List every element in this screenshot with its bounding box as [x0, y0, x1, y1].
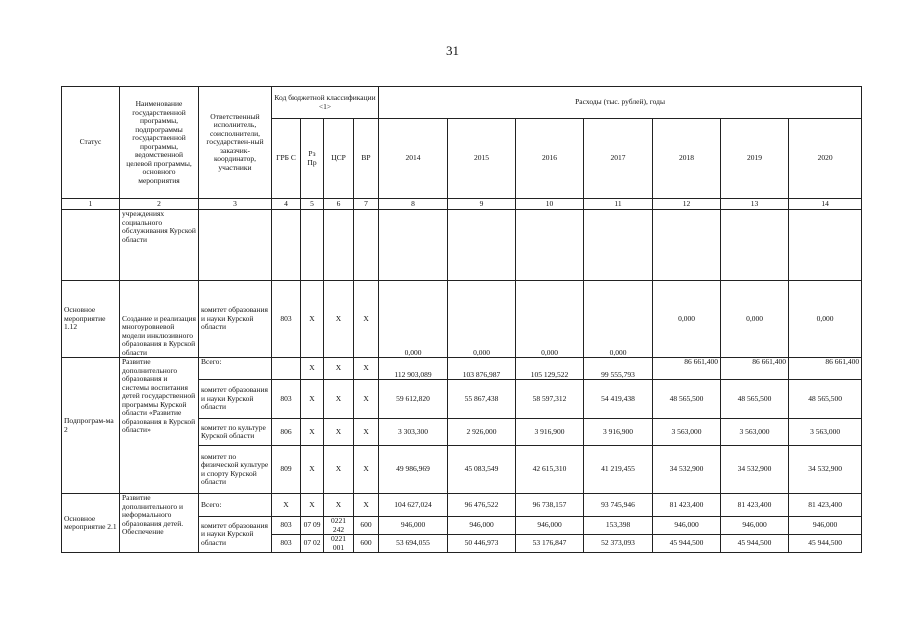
grbs-cell: 803 — [272, 517, 301, 535]
header-year: 2017 — [584, 119, 653, 199]
value-cell: 41 219,455 — [584, 446, 653, 494]
vr-cell: Х — [354, 281, 379, 358]
col-number: 11 — [584, 199, 653, 210]
grbs-cell: 806 — [272, 419, 301, 446]
rzpr-cell: Х — [301, 446, 324, 494]
budget-table — [61, 86, 862, 553]
row-status: Подпрограм-ма 2 — [62, 358, 120, 494]
vr-cell: 600 — [354, 535, 379, 553]
header-vr: ВР — [354, 119, 379, 199]
value-cell: 3 563,000 — [653, 419, 721, 446]
value-cell: 3 916,900 — [584, 419, 653, 446]
header-name: Наименование государственной программы, подпрограммы государственной программы, ведомственной целевой программы, основного мероприятия — [120, 87, 199, 199]
row-executor: комитет по физической культуре и спорту Курской области — [199, 446, 272, 494]
value-cell: 103 876,987 — [448, 358, 516, 380]
value-cell: 54 419,438 — [584, 380, 653, 419]
value-cell: 53 176,847 — [516, 535, 584, 553]
rzpr-cell: Х — [301, 358, 324, 380]
csr-cell: Х — [324, 419, 354, 446]
rzpr-cell: Х — [301, 281, 324, 358]
value-cell: 0,000 — [516, 281, 584, 358]
csr-cell: Х — [324, 446, 354, 494]
csr-cell: 0221 001 — [324, 535, 354, 553]
row-name: учреждениях социального обслуживания Курской области — [120, 210, 199, 281]
value-cell: 3 303,300 — [379, 419, 448, 446]
col-number: 6 — [324, 199, 354, 210]
header-year: 2018 — [653, 119, 721, 199]
row-executor: комитет образования и науки Курской области — [199, 281, 272, 358]
value-cell: 946,000 — [448, 517, 516, 535]
value-cell: 946,000 — [516, 517, 584, 535]
col-number: 7 — [354, 199, 379, 210]
table-row — [62, 358, 862, 380]
grbs-cell — [272, 358, 301, 380]
vr-cell: 600 — [354, 517, 379, 535]
col-number: 13 — [721, 199, 789, 210]
row-status: Основное мероприятие 2.1 — [62, 494, 120, 553]
value-cell: 946,000 — [721, 517, 789, 535]
value-cell: 3 916,900 — [516, 419, 584, 446]
header-expenses: Расходы (тыс. рублей), годы — [379, 87, 862, 119]
value-cell: 52 373,093 — [584, 535, 653, 553]
value-cell: 48 565,500 — [721, 380, 789, 419]
table-row — [62, 494, 862, 517]
value-cell: 45 083,549 — [448, 446, 516, 494]
value-cell: 81 423,400 — [789, 494, 862, 517]
rzpr-cell: 07 09 — [301, 517, 324, 535]
value-cell: 946,000 — [789, 517, 862, 535]
value-cell: 34 532,900 — [653, 446, 721, 494]
value-cell: 86 661,400 — [653, 358, 721, 380]
header-year: 2016 — [516, 119, 584, 199]
row-name: Развитие дополнительного и неформального образования детей. Обеспечение — [120, 494, 199, 553]
grbs-cell: 803 — [272, 281, 301, 358]
header-grbs: ГРБ С — [272, 119, 301, 199]
value-cell: 34 532,900 — [789, 446, 862, 494]
value-cell: 0,000 — [584, 281, 653, 358]
vr-cell: Х — [354, 419, 379, 446]
value-cell: 0,000 — [448, 281, 516, 358]
col-number: 8 — [379, 199, 448, 210]
col-number: 4 — [272, 199, 301, 210]
page-number: 31 — [446, 43, 459, 58]
value-cell: 112 903,089 — [379, 358, 448, 380]
grbs-cell: 803 — [272, 380, 301, 419]
value-cell: 48 565,500 — [789, 380, 862, 419]
value-cell: 96 476,522 — [448, 494, 516, 517]
csr-cell: Х — [324, 281, 354, 358]
value-cell: 86 661,400 — [721, 358, 789, 380]
value-cell: 99 555,793 — [584, 358, 653, 380]
value-cell: 0,000 — [721, 281, 789, 358]
rzpr-cell: Х — [301, 419, 324, 446]
col-number: 9 — [448, 199, 516, 210]
csr-cell: Х — [324, 494, 354, 517]
table-row — [62, 281, 862, 358]
value-cell: 48 565,500 — [653, 380, 721, 419]
value-cell: 0,000 — [653, 281, 721, 358]
row-executor: комитет по культуре Курской области — [199, 419, 272, 446]
value-cell: 55 867,438 — [448, 380, 516, 419]
header-executor: Ответственный исполнитель, соисполнители, государствен-ный заказчик-координатор, участники — [199, 87, 272, 199]
value-cell: 93 745,946 — [584, 494, 653, 517]
value-cell: 45 944,500 — [721, 535, 789, 553]
rzpr-cell: Х — [301, 380, 324, 419]
value-cell: 946,000 — [379, 517, 448, 535]
col-number: 1 — [62, 199, 120, 210]
csr-cell: 0221 242 — [324, 517, 354, 535]
value-cell: 86 661,400 — [789, 358, 862, 380]
value-cell: 50 446,973 — [448, 535, 516, 553]
value-cell: 3 563,000 — [789, 419, 862, 446]
value-cell: 946,000 — [653, 517, 721, 535]
header-year: 2019 — [721, 119, 789, 199]
col-number: 14 — [789, 199, 862, 210]
value-cell: 59 612,820 — [379, 380, 448, 419]
value-cell: 104 627,024 — [379, 494, 448, 517]
value-cell: 45 944,500 — [789, 535, 862, 553]
grbs-cell: 809 — [272, 446, 301, 494]
header-csr: ЦСР — [324, 119, 354, 199]
row-name: Создание и реализация многоуровневой модели инклюзивного образования в Курской области — [120, 281, 199, 358]
rzpr-cell: 07 02 — [301, 535, 324, 553]
vr-cell: Х — [354, 446, 379, 494]
row-status: Основное мероприятие 1.12 — [62, 281, 120, 358]
value-cell: 58 597,312 — [516, 380, 584, 419]
header-rzpr: Рз Пр — [301, 119, 324, 199]
value-cell: 0,000 — [789, 281, 862, 358]
row-executor: Всего: — [199, 358, 272, 380]
row-executor: Всего: — [199, 494, 272, 517]
header-year: 2020 — [789, 119, 862, 199]
col-number: 3 — [199, 199, 272, 210]
vr-cell: Х — [354, 380, 379, 419]
col-number: 5 — [301, 199, 324, 210]
value-cell: 53 694,055 — [379, 535, 448, 553]
col-number: 10 — [516, 199, 584, 210]
value-cell: 0,000 — [379, 281, 448, 358]
value-cell: 105 129,522 — [516, 358, 584, 380]
row-executor: комитет образования и науки Курской области — [199, 380, 272, 419]
value-cell: 81 423,400 — [653, 494, 721, 517]
vr-cell: Х — [354, 358, 379, 380]
value-cell: 96 738,157 — [516, 494, 584, 517]
value-cell: 42 615,310 — [516, 446, 584, 494]
header-budget-code: Код бюджетной классификации <1> — [272, 87, 379, 119]
csr-cell: Х — [324, 358, 354, 380]
row-executor: комитет образования и науки Курской области — [199, 517, 272, 553]
rzpr-cell: Х — [301, 494, 324, 517]
value-cell: 34 532,900 — [721, 446, 789, 494]
grbs-cell: 803 — [272, 535, 301, 553]
csr-cell: Х — [324, 380, 354, 419]
value-cell: 49 986,969 — [379, 446, 448, 494]
header-status: Статус — [62, 87, 120, 199]
value-cell: 2 926,000 — [448, 419, 516, 446]
header-year: 2014 — [379, 119, 448, 199]
value-cell: 153,398 — [584, 517, 653, 535]
grbs-cell: Х — [272, 494, 301, 517]
value-cell: 81 423,400 — [721, 494, 789, 517]
row-name: Развитие дополнительного образования и системы воспитания детей государственной программы Курской области «Развитие образования в Курской области» — [120, 358, 199, 494]
header-year: 2015 — [448, 119, 516, 199]
col-number: 12 — [653, 199, 721, 210]
table-row — [62, 210, 862, 281]
vr-cell: Х — [354, 494, 379, 517]
value-cell: 3 563,000 — [721, 419, 789, 446]
col-number: 2 — [120, 199, 199, 210]
value-cell: 45 944,500 — [653, 535, 721, 553]
